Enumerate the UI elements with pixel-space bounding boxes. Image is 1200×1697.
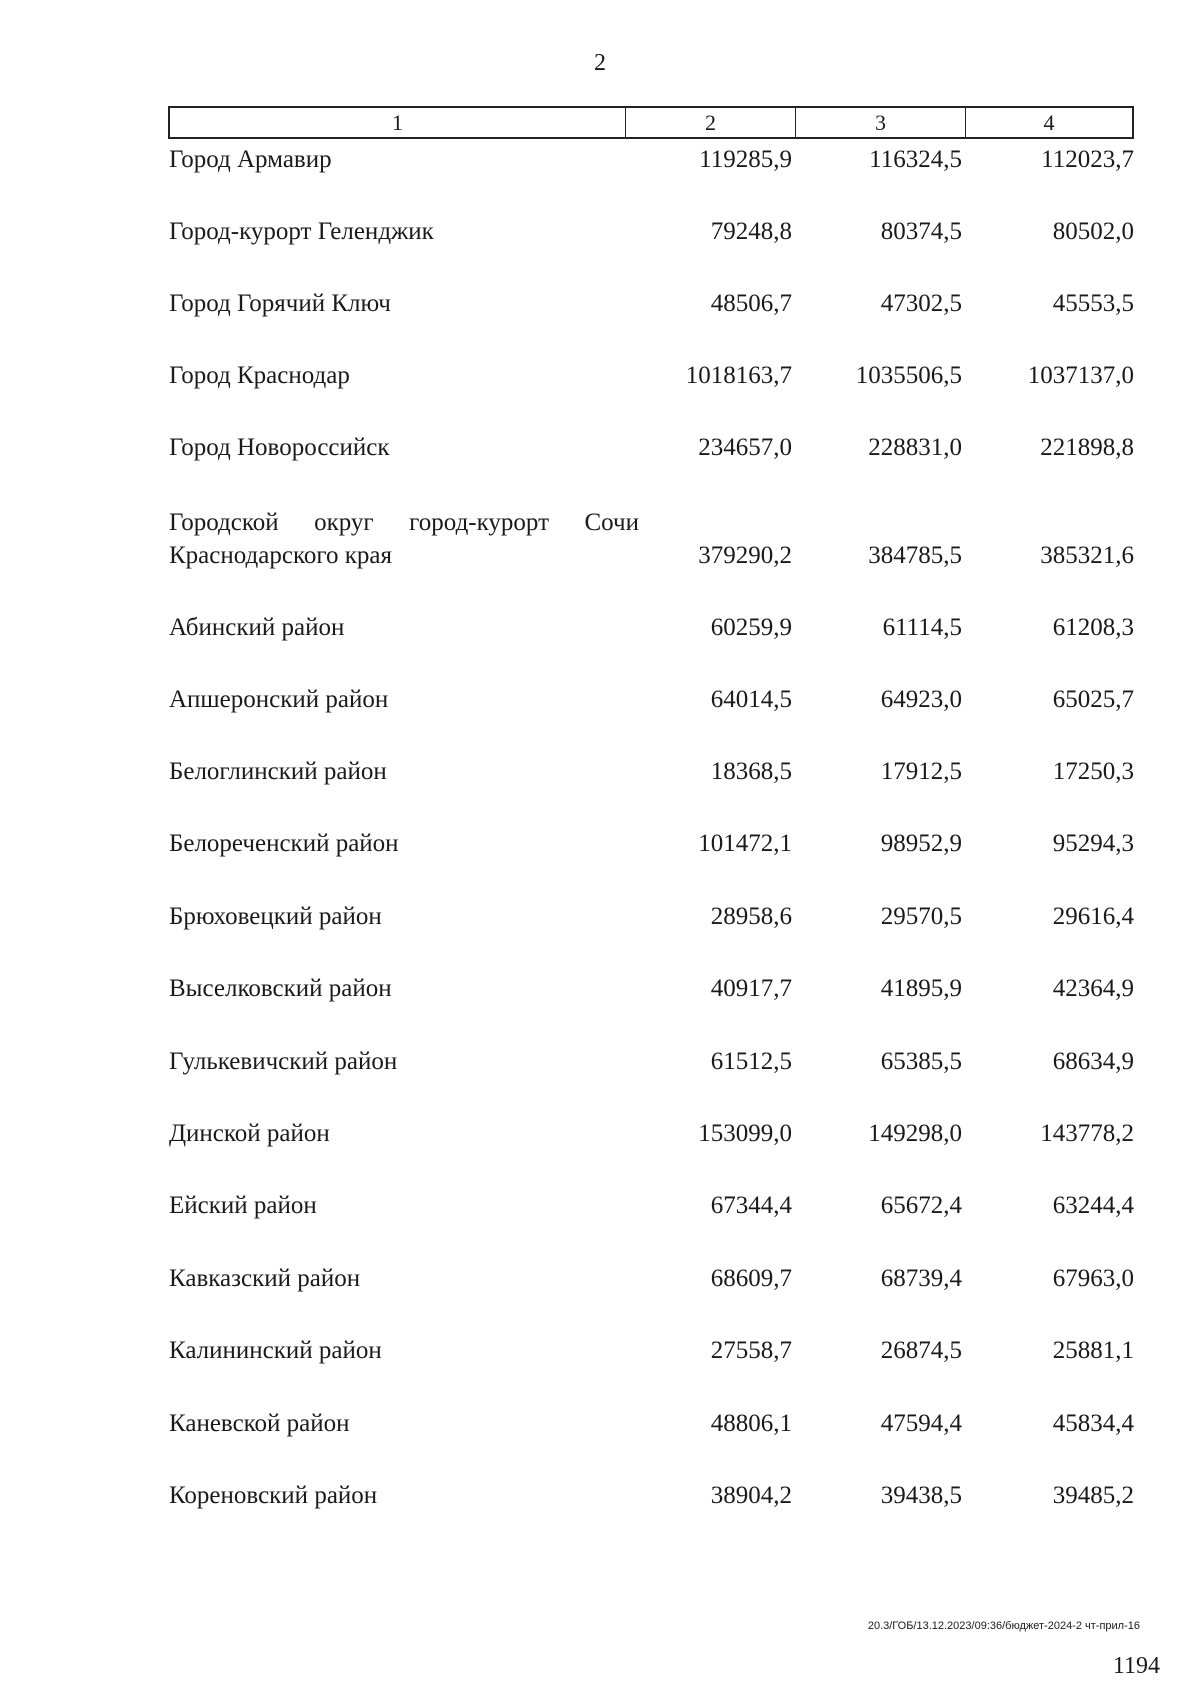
municipality-name: Апшеронский район: [169, 686, 389, 713]
value-col-4: 39485,2: [1052, 1482, 1134, 1509]
value-col-2: 379290,2: [698, 542, 792, 569]
value-col-3: 384785,5: [868, 542, 962, 569]
header-col-4: 4: [1043, 110, 1055, 135]
municipality-name: Гулькевичский район: [169, 1048, 398, 1075]
value-col-2: 101472,1: [698, 830, 792, 857]
value-col-2: 64014,5: [710, 686, 792, 713]
value-col-3: 1035506,5: [855, 362, 962, 389]
header-col-1: 1: [170, 108, 626, 137]
value-col-3: 116324,5: [869, 146, 962, 173]
value-col-4: 80502,0: [1052, 218, 1134, 245]
document-code: 20.3/ГОБ/13.12.2023/09:36/бюджет-2024-2 чт-прил-16: [867, 1620, 1140, 1632]
value-col-3: 68739,4: [880, 1265, 962, 1292]
municipality-name: Кавказский район: [169, 1265, 361, 1292]
value-col-4: 29616,4: [1052, 903, 1134, 930]
value-col-4: 95294,3: [1052, 830, 1134, 857]
value-col-4: 17250,3: [1052, 758, 1134, 785]
header-col-3: 3: [796, 108, 966, 137]
municipality-name-line-2: Краснодарского края: [169, 542, 392, 569]
value-col-4: 65025,7: [1052, 686, 1134, 713]
value-col-3: 41895,9: [880, 975, 962, 1002]
municipality-name-line-1: Городской округ город-курорт Сочи: [169, 509, 639, 536]
value-col-2: 60259,9: [710, 614, 792, 641]
value-col-4: 221898,8: [1040, 434, 1134, 461]
value-col-2: 40917,7: [710, 975, 792, 1002]
value-col-4: 61208,3: [1052, 614, 1134, 641]
value-col-2: 68609,7: [710, 1265, 792, 1292]
value-col-4: 45834,4: [1052, 1410, 1134, 1437]
municipality-name: Абинский район: [169, 614, 345, 641]
value-col-3: 29570,5: [880, 903, 962, 930]
municipality-name: Кореновский район: [169, 1482, 378, 1509]
value-col-3: 17912,5: [880, 758, 962, 785]
value-col-4: 385321,6: [1040, 542, 1134, 569]
municipality-name: [169, 506, 639, 572]
value-col-3: 47594,4: [880, 1410, 962, 1437]
footer-page-number: 1194: [1112, 1653, 1160, 1679]
value-col-2: 234657,0: [698, 434, 792, 461]
municipality-name: Динской район: [169, 1120, 330, 1147]
value-col-2: 38904,2: [710, 1482, 792, 1509]
value-col-2: 48806,1: [710, 1410, 792, 1437]
value-col-4: 63244,4: [1052, 1192, 1134, 1219]
value-col-3: 65672,4: [880, 1192, 962, 1219]
value-col-4: 25881,1: [1052, 1337, 1134, 1364]
value-col-3: 228831,0: [868, 434, 962, 461]
municipality-name: Город Армавир: [169, 146, 332, 173]
value-col-3: 98952,9: [880, 830, 962, 857]
value-col-4: 45553,5: [1052, 290, 1134, 317]
value-col-3: 64923,0: [880, 686, 962, 713]
municipality-name: Город Горячий Ключ: [169, 290, 391, 317]
municipality-name: Белоглинский район: [169, 758, 387, 785]
value-col-2: 153099,0: [698, 1120, 792, 1147]
municipality-name: Калининский район: [169, 1337, 382, 1364]
value-col-2: 48506,7: [710, 290, 792, 317]
value-col-3: 80374,5: [880, 218, 962, 245]
municipality-name: Ейский район: [169, 1192, 317, 1219]
municipality-name: Город Новороссийск: [169, 434, 390, 461]
value-col-3: 26874,5: [880, 1337, 962, 1364]
value-col-4: 42364,9: [1052, 975, 1134, 1002]
value-col-2: 28958,6: [710, 903, 792, 930]
value-col-2: 27558,7: [710, 1337, 792, 1364]
municipality-name: Белореченский район: [169, 830, 399, 857]
municipality-name: Брюховецкий район: [169, 903, 382, 930]
value-col-2: 119285,9: [699, 146, 792, 173]
table-header: [168, 106, 1134, 139]
value-col-2: 79248,8: [710, 218, 792, 245]
municipality-name: Выселковский район: [169, 975, 392, 1002]
value-col-2: 1018163,7: [685, 362, 792, 389]
value-col-2: 61512,5: [710, 1048, 792, 1075]
value-col-4: 68634,9: [1052, 1048, 1134, 1075]
value-col-3: 65385,5: [880, 1048, 962, 1075]
value-col-3: 61114,5: [882, 614, 962, 641]
value-col-4: 143778,2: [1040, 1120, 1134, 1147]
value-col-3: 39438,5: [880, 1482, 962, 1509]
municipality-name: Город-курорт Геленджик: [169, 218, 434, 245]
value-col-3: 47302,5: [880, 290, 962, 317]
municipality-name: Город Краснодар: [169, 362, 350, 389]
page-number: 2: [594, 50, 606, 76]
header-col-2: 2: [626, 108, 796, 137]
value-col-2: 18368,5: [710, 758, 792, 785]
value-col-4: 67963,0: [1052, 1265, 1134, 1292]
value-col-4: 1037137,0: [1027, 362, 1134, 389]
value-col-2: 67344,4: [710, 1192, 792, 1219]
value-col-3: 149298,0: [868, 1120, 962, 1147]
value-col-4: 112023,7: [1041, 146, 1134, 173]
municipality-name: Каневской район: [169, 1410, 350, 1437]
